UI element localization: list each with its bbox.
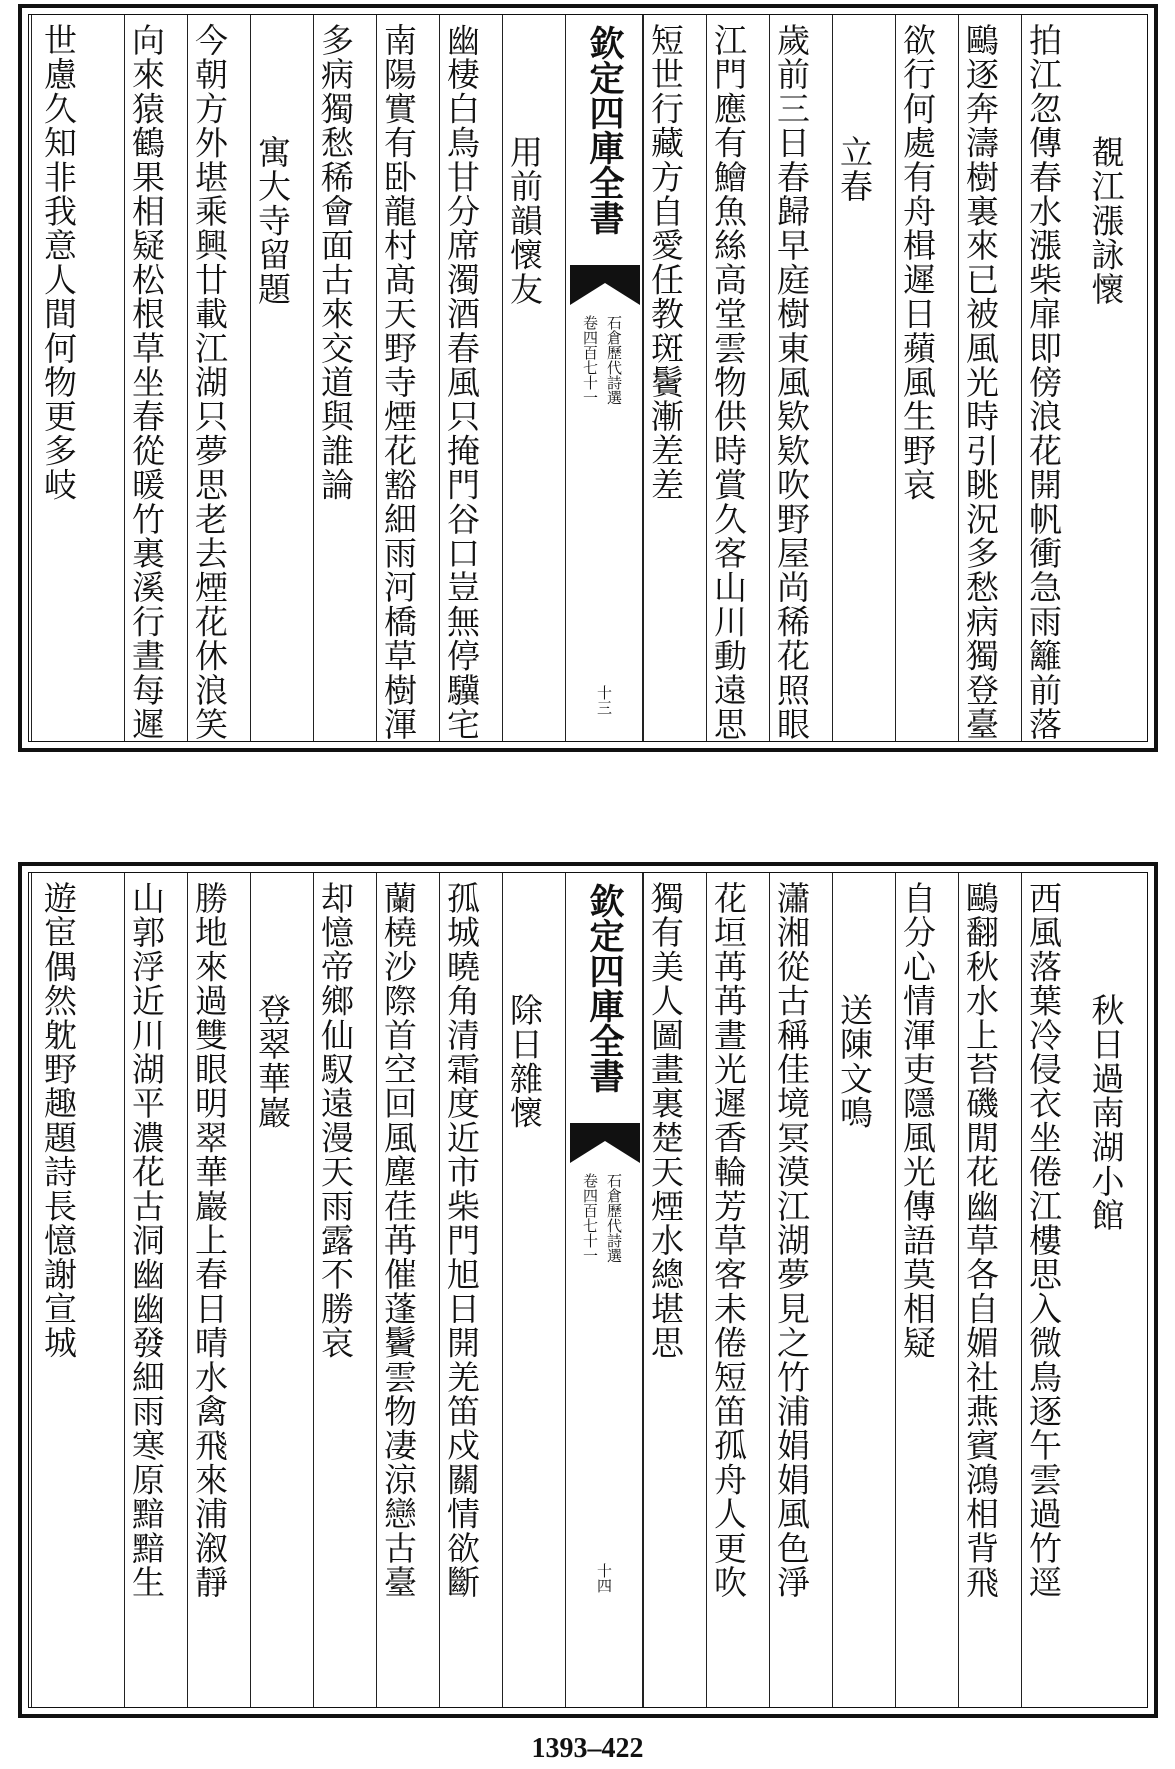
poem-line: 多病獨愁稀會面古來交道與誰論 (316, 23, 355, 502)
poem-line: 瀟湘從古稱佳境冥漠江湖夢見之竹浦娟娟風色淨 (772, 881, 811, 1600)
column (31, 873, 124, 1707)
column (769, 873, 832, 1707)
poem-line: 幽棲白鳥甘分席濁酒春風只掩門谷口豈無停驥宅 (442, 23, 481, 742)
column (124, 15, 187, 741)
column (313, 873, 376, 1707)
poem-title: 寓大寺留題 (253, 135, 292, 306)
poem-line: 遊宦偶然躭野趣題詩長憶謝宣城 (39, 881, 78, 1360)
poem-line: 世慮久知非我意人間何物更多岐 (39, 23, 78, 502)
column (250, 15, 313, 741)
column (832, 15, 895, 741)
top-page (18, 4, 1158, 752)
column (187, 15, 250, 741)
poem-title: 用前韻懷友 (505, 135, 544, 306)
poem-line: 向來猿鶴果相疑松根草坐春從暖竹裏溪行晝每遲 (127, 23, 166, 742)
poem-line: 西風落葉冷侵衣坐倦江樓思入微鳥逐午雲過竹逕 (1024, 881, 1063, 1600)
column (1084, 15, 1147, 741)
poem-line: 却憶帝鄉仙馭遠漫天雨露不勝哀 (316, 881, 355, 1360)
column (706, 873, 769, 1707)
column (502, 15, 565, 741)
column (439, 873, 502, 1707)
column (376, 15, 439, 741)
column (895, 15, 958, 741)
poem-line: 南陽實有卧龍村髙天野寺煙花豁細雨河橋草樹渾 (379, 23, 418, 742)
poem-title: 立春 (835, 135, 874, 204)
column (1084, 873, 1147, 1707)
center-fold (565, 873, 643, 1707)
column (376, 873, 439, 1707)
volume-number: 卷四百七十一 (581, 315, 599, 405)
volume-number: 卷四百七十一 (581, 1173, 599, 1263)
column (187, 873, 250, 1707)
poem-line: 自分心情渾吏隱風光傳語莫相疑 (898, 881, 937, 1360)
fish-tail-mark-icon (570, 1123, 640, 1163)
page-footer-number: 1393–422 (531, 1733, 644, 1764)
column (832, 873, 895, 1707)
fish-tail-mark-icon (570, 265, 640, 305)
column (502, 873, 565, 1707)
collection-name: 石倉歷代詩選 (605, 1173, 623, 1263)
page-number: 十四 (595, 1563, 613, 1593)
column (706, 15, 769, 741)
column (31, 15, 124, 741)
poem-line: 蘭橈沙際首空回風塵荏苒催蓬鬢雲物凄涼戀古臺 (379, 881, 418, 1600)
column (643, 15, 706, 741)
poem-line: 鷗逐奔濤樹裏來已被風光時引眺況多愁病獨登臺 (961, 23, 1000, 742)
collection-name: 石倉歷代詩選 (605, 315, 623, 405)
column (124, 873, 187, 1707)
poem-line: 今朝方外堪乘興廿載江湖只夢思老去煙花休浪笑 (190, 23, 229, 742)
column (313, 15, 376, 741)
column (958, 15, 1021, 741)
poem-title: 秋日過南湖小館 (1086, 993, 1126, 1233)
column (895, 873, 958, 1707)
book-title: 欽定四庫全書 (584, 883, 625, 1093)
column (439, 15, 502, 741)
column (643, 873, 706, 1707)
poem-line: 花垣苒苒晝光遲香輪芳草客未倦短笛孤舟人更吹 (709, 881, 748, 1600)
center-fold (565, 15, 643, 741)
poem-title: 送陳文鳴 (835, 993, 874, 1130)
poem-title: 覩江漲詠懷 (1086, 135, 1126, 306)
poem-line: 江門應有鱠魚絲高堂雲物供時賞久客山川動遠思 (709, 23, 748, 742)
poem-title: 除日雜懷 (505, 993, 544, 1130)
column (769, 15, 832, 741)
column (1021, 873, 1084, 1707)
bottom-page (18, 862, 1158, 1718)
poem-line: 孤城曉角清霜度近市柴門旭日開羌笛戍關情欲斷 (442, 881, 481, 1600)
page-number: 十三 (595, 685, 613, 715)
column (958, 873, 1021, 1707)
poem-line: 短世行藏方自愛任教斑鬢漸差差 (646, 23, 685, 502)
book-title: 欽定四庫全書 (584, 25, 625, 235)
poem-line: 歲前三日春歸早庭樹東風欵欵吹野屋尚稀花照眼 (772, 23, 811, 742)
top-page-frame (28, 14, 1148, 742)
poem-line: 勝地來過雙眼明翠華巖上春日晴水禽飛來浦溆靜 (190, 881, 229, 1600)
poem-line: 鷗翻秋水上苔磯閒花幽草各自媚社燕賓鴻相背飛 (961, 881, 1000, 1600)
poem-line: 獨有美人圖畫裏楚天煙水總堪思 (646, 881, 685, 1360)
bottom-page-frame (28, 872, 1148, 1708)
poem-title: 登翠華巖 (253, 993, 292, 1130)
column (1021, 15, 1084, 741)
poem-line: 山郭浮近川湖平濃花古洞幽幽發細雨寒原黯黯生 (127, 881, 166, 1600)
poem-line: 欲行何處有舟楫遲日蘋風生野哀 (898, 23, 937, 502)
poem-line: 拍江忽傳春水漲柴扉即傍浪花開帆衝急雨籬前落 (1024, 23, 1063, 742)
column (250, 873, 313, 1707)
